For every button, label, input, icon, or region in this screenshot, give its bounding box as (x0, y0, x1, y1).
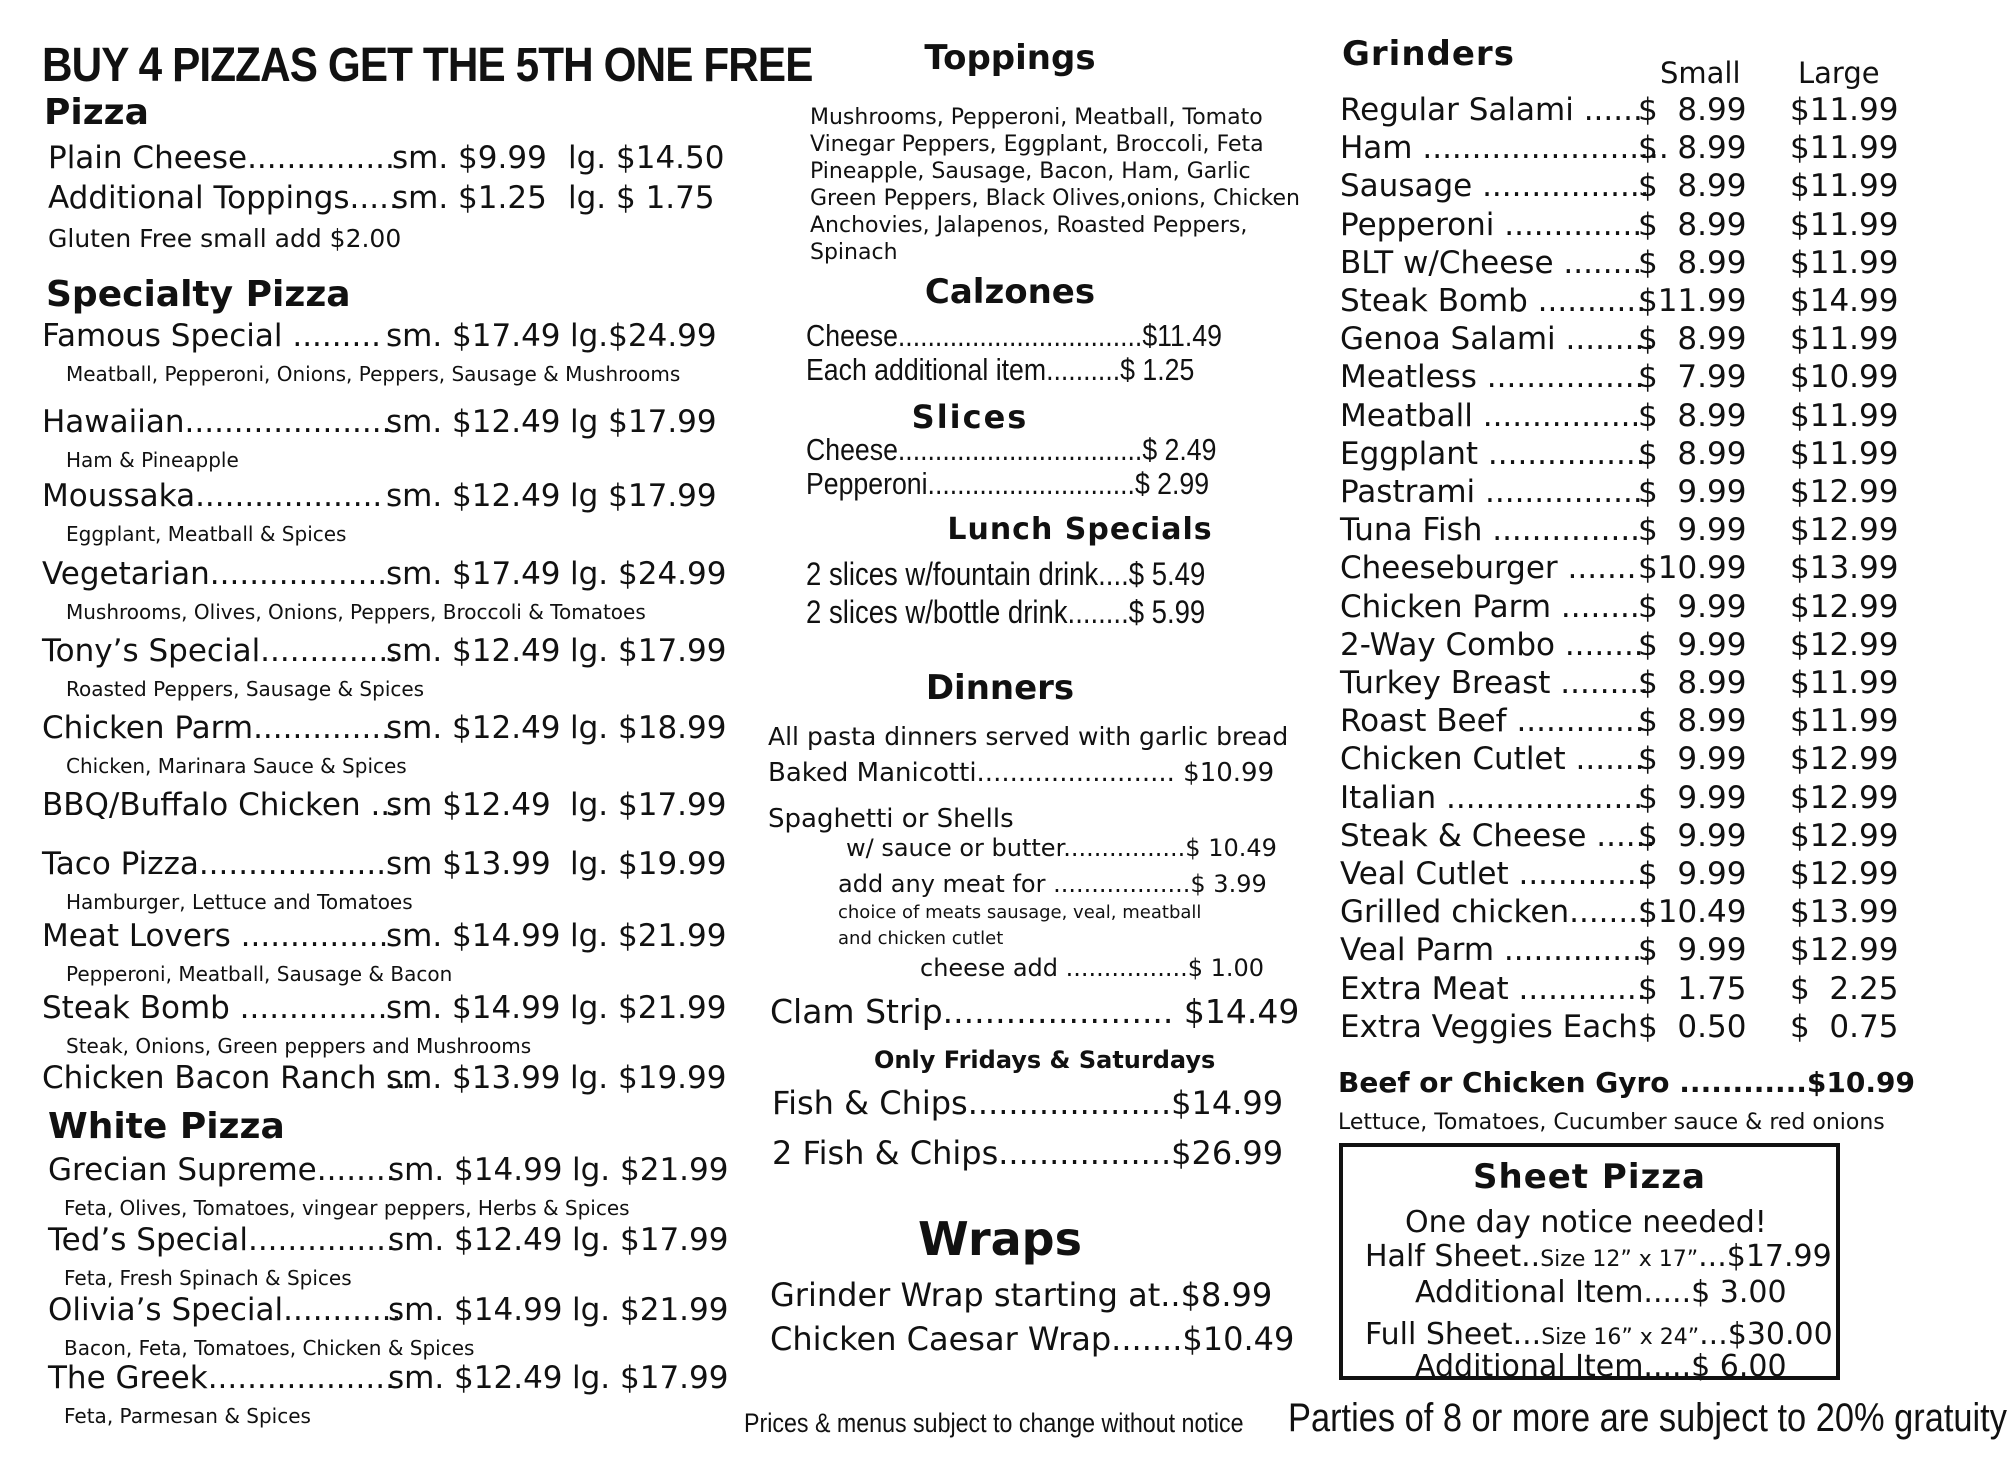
small-price: sm $13.99 (386, 846, 551, 882)
grinder-small-price: $ 8.99 (1638, 168, 1747, 205)
grinder-large-price: $12.99 (1790, 474, 1899, 510)
gyro-item: Beef or Chicken Gyro ............$10.99 (1338, 1066, 1915, 1099)
large-price: lg. $14.50 (568, 140, 725, 176)
large-price: lg. $18.99 (570, 710, 727, 746)
full-sheet-addon: Additional Item.....$ 6.00 (1415, 1349, 1787, 1384)
small-price: sm. $12.49 (386, 478, 561, 514)
grinder-name: Regular Salami ...... (1340, 92, 1643, 128)
grinder-large-price: $11.99 (1790, 397, 1899, 434)
gratuity-note: Parties of 8 or more are subject to 20% gratuity (1288, 1396, 2007, 1440)
grinder-small-price: $ 9.99 (1638, 932, 1747, 969)
half-sheet-item: Half Sheet..Size 12” x 17”...$17.99 (1365, 1239, 1832, 1274)
large-price: lg. $19.99 (570, 846, 727, 882)
white-pizza-heading: White Pizza (48, 1106, 285, 1147)
notice-text: One day notice needed! (1405, 1205, 1767, 1240)
dinners-heading: Dinners (925, 668, 1075, 708)
small-price: sm. $12.49 (386, 404, 561, 440)
specialty-heading: Specialty Pizza (46, 274, 351, 315)
small-price: sm. $9.99 (392, 140, 547, 176)
grinder-small-price: $11.99 (1638, 283, 1747, 319)
grinder-name: Pepperoni .............. (1340, 206, 1643, 243)
grinder-small-price: $ 8.99 (1638, 665, 1747, 701)
small-price: sm. $13.99 (386, 1060, 561, 1096)
grinder-name: Roast Beef ............. (1340, 703, 1645, 740)
small-price: sm. $14.99 (388, 1152, 563, 1188)
grinder-large-price: $12.99 (1790, 779, 1899, 816)
grinder-large-price: $11.99 (1790, 168, 1899, 205)
calzones-heading: Calzones (924, 272, 1096, 312)
menu-item-name: Chicken Bacon Ranch ... (42, 1060, 416, 1096)
menu-item-description: Feta, Parmesan & Spices (64, 1404, 311, 1428)
small-price: sm. $14.99 (386, 990, 561, 1026)
promo-headline: BUY 4 PIZZAS GET THE 5TH ONE FREE (42, 39, 813, 92)
slices-heading: Slices (911, 398, 1029, 436)
menu-item-description: Eggplant, Meatball & Spices (66, 522, 347, 546)
small-price: sm. $14.99 (388, 1292, 563, 1328)
menu-item: Additional Toppings..... (48, 180, 399, 216)
large-price: lg. $24.99 (570, 556, 727, 592)
large-price: lg. $17.99 (572, 1360, 729, 1396)
grinder-large-price: $11.99 (1790, 321, 1899, 358)
grinder-large-price: $11.99 (1790, 435, 1899, 472)
menu-item-name: Meat Lovers ............... (42, 918, 389, 954)
menu-item-description: Ham & Pineapple (66, 448, 239, 472)
large-column-label: Large (1798, 56, 1880, 90)
grinder-small-price: $ 8.99 (1638, 130, 1747, 167)
grinder-name: Chicken Parm ........ (1340, 588, 1640, 625)
wraps-heading: Wraps (918, 1212, 1082, 1266)
grinder-small-price: $ 9.99 (1638, 512, 1747, 549)
sauce-option: w/ sauce or butter................$ 10.49 (846, 834, 1277, 862)
grinder-large-price: $11.99 (1790, 92, 1899, 128)
grinder-name: 2-Way Combo ........ (1340, 626, 1644, 663)
large-price: lg.$24.99 (570, 318, 717, 354)
small-price: sm. $12.49 (388, 1222, 563, 1258)
large-price: lg. $17.99 (572, 1222, 729, 1258)
grinder-large-price: $12.99 (1790, 512, 1899, 549)
grinder-name: BLT w/Cheese ........ (1340, 244, 1643, 281)
cheese-option: cheese add ................$ 1.00 (920, 954, 1265, 982)
menu-item-description: Chicken, Marinara Sauce & Spices (66, 754, 407, 778)
menu-item-name: Moussaka................... (42, 478, 383, 514)
menu-item-name: Taco Pizza................... (42, 846, 387, 882)
menu-item: Plain Cheese............... (48, 140, 395, 176)
fish-chips-item: Fish & Chips....................$14.99 (772, 1084, 1284, 1122)
grinder-small-price: $10.99 (1638, 550, 1747, 587)
lunch-specials-heading: Lunch Specials (947, 512, 1213, 547)
grinder-large-price: $13.99 (1790, 894, 1899, 931)
grinder-small-price: $10.49 (1638, 894, 1747, 931)
grinder-name: Tuna Fish ............... (1340, 512, 1641, 549)
wrap-item: Grinder Wrap starting at..$8.99 (770, 1276, 1273, 1314)
toppings-heading: Toppings (924, 38, 1096, 78)
grinder-small-price: $ 9.99 (1638, 474, 1747, 510)
grinder-name: Grilled chicken........ (1340, 894, 1648, 931)
grinder-large-price: $12.99 (1790, 741, 1899, 778)
grinder-large-price: $12.99 (1790, 588, 1899, 625)
grinder-small-price: $ 8.99 (1638, 244, 1747, 281)
grinder-name: Extra Meat ............. (1340, 970, 1647, 1007)
pizza-heading: Pizza (44, 92, 149, 133)
large-price: lg. $19.99 (570, 1060, 727, 1096)
menu-item-description: Pepperoni, Meatball, Sausage & Bacon (66, 962, 453, 986)
disclaimer: Prices & menus subject to change without notice (744, 1408, 1244, 1438)
menu-item-description: Mushrooms, Olives, Onions, Peppers, Broccoli & Tomatoes (66, 600, 646, 624)
grinder-name: Eggplant ................ (1340, 435, 1646, 472)
gluten-free-note: Gluten Free small add $2.00 (48, 224, 402, 253)
large-price: lg $17.99 (570, 404, 717, 440)
grinder-large-price: $12.99 (1790, 626, 1899, 663)
small-price: sm. $1.25 (392, 180, 547, 216)
grinder-large-price: $13.99 (1790, 550, 1899, 587)
grinder-small-price: $ 9.99 (1638, 626, 1747, 663)
sheet-pizza-heading: Sheet Pizza (1473, 1157, 1706, 1197)
menu-item-name: Vegetarian.................. (42, 556, 388, 592)
small-price: sm. $17.49 (386, 556, 561, 592)
grinder-small-price: $ 8.99 (1638, 397, 1747, 434)
menu-item-name: Hawaiian..................... (42, 404, 392, 440)
slice-item: Cheese.................................$ 2.49 (806, 432, 1217, 467)
grinder-large-price: $12.99 (1790, 817, 1899, 854)
gyro-description: Lettuce, Tomatoes, Cucumber sauce & red onions (1338, 1110, 1885, 1135)
grinder-name: Italian .................... (1340, 779, 1644, 816)
grinder-small-price: $ 8.99 (1638, 703, 1747, 740)
grinder-name: Extra Veggies Each (1340, 1008, 1638, 1045)
half-sheet-addon: Additional Item.....$ 3.00 (1415, 1275, 1787, 1310)
toppings-list: Mushrooms, Pepperoni, Meatball, Tomato Vinegar Peppers, Eggplant, Broccoli, Feta Pineapple, Sausage, Bacon, Ham, Garlic Green Peppers, Black Olives,onions, Chicken Anchovies, Jalapenos, Roasted Peppers, Spinach (810, 105, 1300, 265)
grinder-large-price: $12.99 (1790, 932, 1899, 969)
grinder-small-price: $ 1.75 (1638, 970, 1747, 1007)
wrap-item: Chicken Caesar Wrap.......$10.49 (770, 1320, 1295, 1358)
menu-item-name: Famous Special ......... (42, 318, 382, 354)
large-price: lg. $21.99 (572, 1152, 729, 1188)
slice-item: Pepperoni............................$ 2.99 (806, 466, 1210, 501)
menu-item-description: Feta, Fresh Spinach & Spices (64, 1266, 352, 1290)
grinder-large-price: $ 0.75 (1790, 1008, 1899, 1045)
grinder-small-price: $ 8.99 (1638, 92, 1747, 128)
small-price: sm. $12.49 (386, 710, 561, 746)
large-price: lg $17.99 (570, 478, 717, 514)
menu-item-name: BBQ/Buffalo Chicken ... (42, 787, 401, 823)
menu-item-description: Bacon, Feta, Tomatoes, Chicken & Spices (64, 1336, 475, 1360)
menu-item-name: The Greek................... (48, 1360, 395, 1396)
grinder-large-price: $11.99 (1790, 206, 1899, 243)
clam-strip-item: Clam Strip...................... $14.49 (770, 992, 1300, 1031)
calzone-item: Cheese.................................$11.49 (806, 318, 1222, 353)
small-price: sm. $14.99 (386, 918, 561, 954)
menu-item-description: Steak, Onions, Green peppers and Mushrooms (66, 1034, 532, 1058)
grinder-large-price: $11.99 (1790, 703, 1899, 740)
weekend-note: Only Fridays & Saturdays (874, 1046, 1216, 1074)
full-sheet-item: Full Sheet...Size 16” x 24”...$30.00 (1365, 1317, 1833, 1352)
grinder-large-price: $11.99 (1790, 665, 1899, 701)
grinder-name: Meatless ................ (1340, 359, 1645, 396)
menu-item-description: Hamburger, Lettuce and Tomatoes (66, 890, 413, 914)
grinder-large-price: $11.99 (1790, 244, 1899, 281)
small-price: sm. $12.49 (388, 1360, 563, 1396)
meat-option: add any meat for ..................$ 3.99 (838, 870, 1267, 898)
menu-item-name: Steak Bomb ............... (42, 990, 388, 1026)
grinder-name: Steak Bomb ........... (1340, 283, 1647, 319)
grinder-name: Cheeseburger ....... (1340, 550, 1637, 587)
grinder-small-price: $ 7.99 (1638, 359, 1747, 396)
grinder-name: Veal Parm ............... (1340, 932, 1652, 969)
dinners-note: All pasta dinners served with garlic bread (768, 722, 1289, 751)
large-price: lg. $21.99 (572, 1292, 729, 1328)
calzone-item: Each additional item..........$ 1.25 (806, 352, 1195, 387)
menu-item-name: Olivia’s Special............ (48, 1292, 402, 1328)
manicotti-item: Baked Manicotti........................ $10.99 (768, 758, 1275, 788)
grinder-small-price: $ 8.99 (1638, 435, 1747, 472)
grinder-name: Sausage ................. (1340, 168, 1650, 205)
grinder-large-price: $10.99 (1790, 359, 1899, 396)
grinder-large-price: $11.99 (1790, 130, 1899, 167)
small-price: sm. $17.49 (386, 318, 561, 354)
double-fish-chips-item: 2 Fish & Chips.................$26.99 (772, 1134, 1284, 1172)
lunch-item: 2 slices w/fountain drink....$ 5.49 (806, 556, 1206, 592)
large-price: lg. $17.99 (570, 633, 727, 669)
grinder-small-price: $ 9.99 (1638, 817, 1747, 854)
small-column-label: Small (1660, 56, 1741, 90)
grinder-small-price: $ 9.99 (1638, 856, 1747, 892)
spaghetti-item: Spaghetti or Shells (768, 804, 1014, 834)
grinder-name: Turkey Breast ......... (1340, 665, 1649, 701)
menu-item-description: Meatball, Pepperoni, Onions, Peppers, Sausage & Mushrooms (66, 362, 681, 386)
menu-item-name: Chicken Parm.............. (42, 710, 392, 746)
grinder-large-price: $ 2.25 (1790, 970, 1899, 1007)
grinder-name: Chicken Cutlet ....... (1340, 741, 1645, 778)
grinder-large-price: $12.99 (1790, 856, 1899, 892)
grinder-large-price: $14.99 (1790, 283, 1899, 319)
small-price: sm $12.49 (386, 787, 551, 823)
grinder-name: Veal Cutlet ............. (1340, 856, 1647, 892)
grinder-name: Ham ......................... (1340, 130, 1669, 167)
grinder-name: Pastrami ................ (1340, 474, 1643, 510)
lunch-item: 2 slices w/bottle drink........$ 5.99 (806, 594, 1206, 630)
menu-item-name: Ted’s Special............... (48, 1222, 396, 1258)
menu-item-name: Grecian Supreme........ (48, 1152, 396, 1188)
grinder-small-price: $ 9.99 (1638, 588, 1747, 625)
grinder-small-price: $ 8.99 (1638, 321, 1747, 358)
grinder-name: Steak & Cheese ...... (1340, 817, 1656, 854)
meat-choice-note: choice of meats sausage, veal, meatball (838, 902, 1202, 923)
grinder-small-price: $ 8.99 (1638, 206, 1747, 243)
large-price: lg. $17.99 (570, 787, 727, 823)
grinder-small-price: $ 9.99 (1638, 779, 1747, 816)
grinders-heading: Grinders (1342, 34, 1515, 74)
grinder-small-price: $ 9.99 (1638, 741, 1747, 778)
large-price: lg. $21.99 (570, 990, 727, 1026)
large-price: lg. $ 1.75 (568, 180, 715, 216)
menu-item-description: Feta, Olives, Tomatoes, vingear peppers, Herbs & Spices (64, 1196, 630, 1220)
grinder-name: Genoa Salami ......... (1340, 321, 1655, 358)
menu-item-description: Roasted Peppers, Sausage & Spices (66, 677, 425, 701)
meat-choice-note: and chicken cutlet (838, 928, 1004, 949)
large-price: lg. $21.99 (570, 918, 727, 954)
menu-item-name: Tony’s Special.............. (42, 633, 399, 669)
grinder-name: Meatball ................ (1340, 397, 1641, 434)
small-price: sm. $12.49 (386, 633, 561, 669)
grinder-small-price: $ 0.50 (1638, 1008, 1747, 1045)
sheet-pizza-box (1339, 1143, 1840, 1384)
